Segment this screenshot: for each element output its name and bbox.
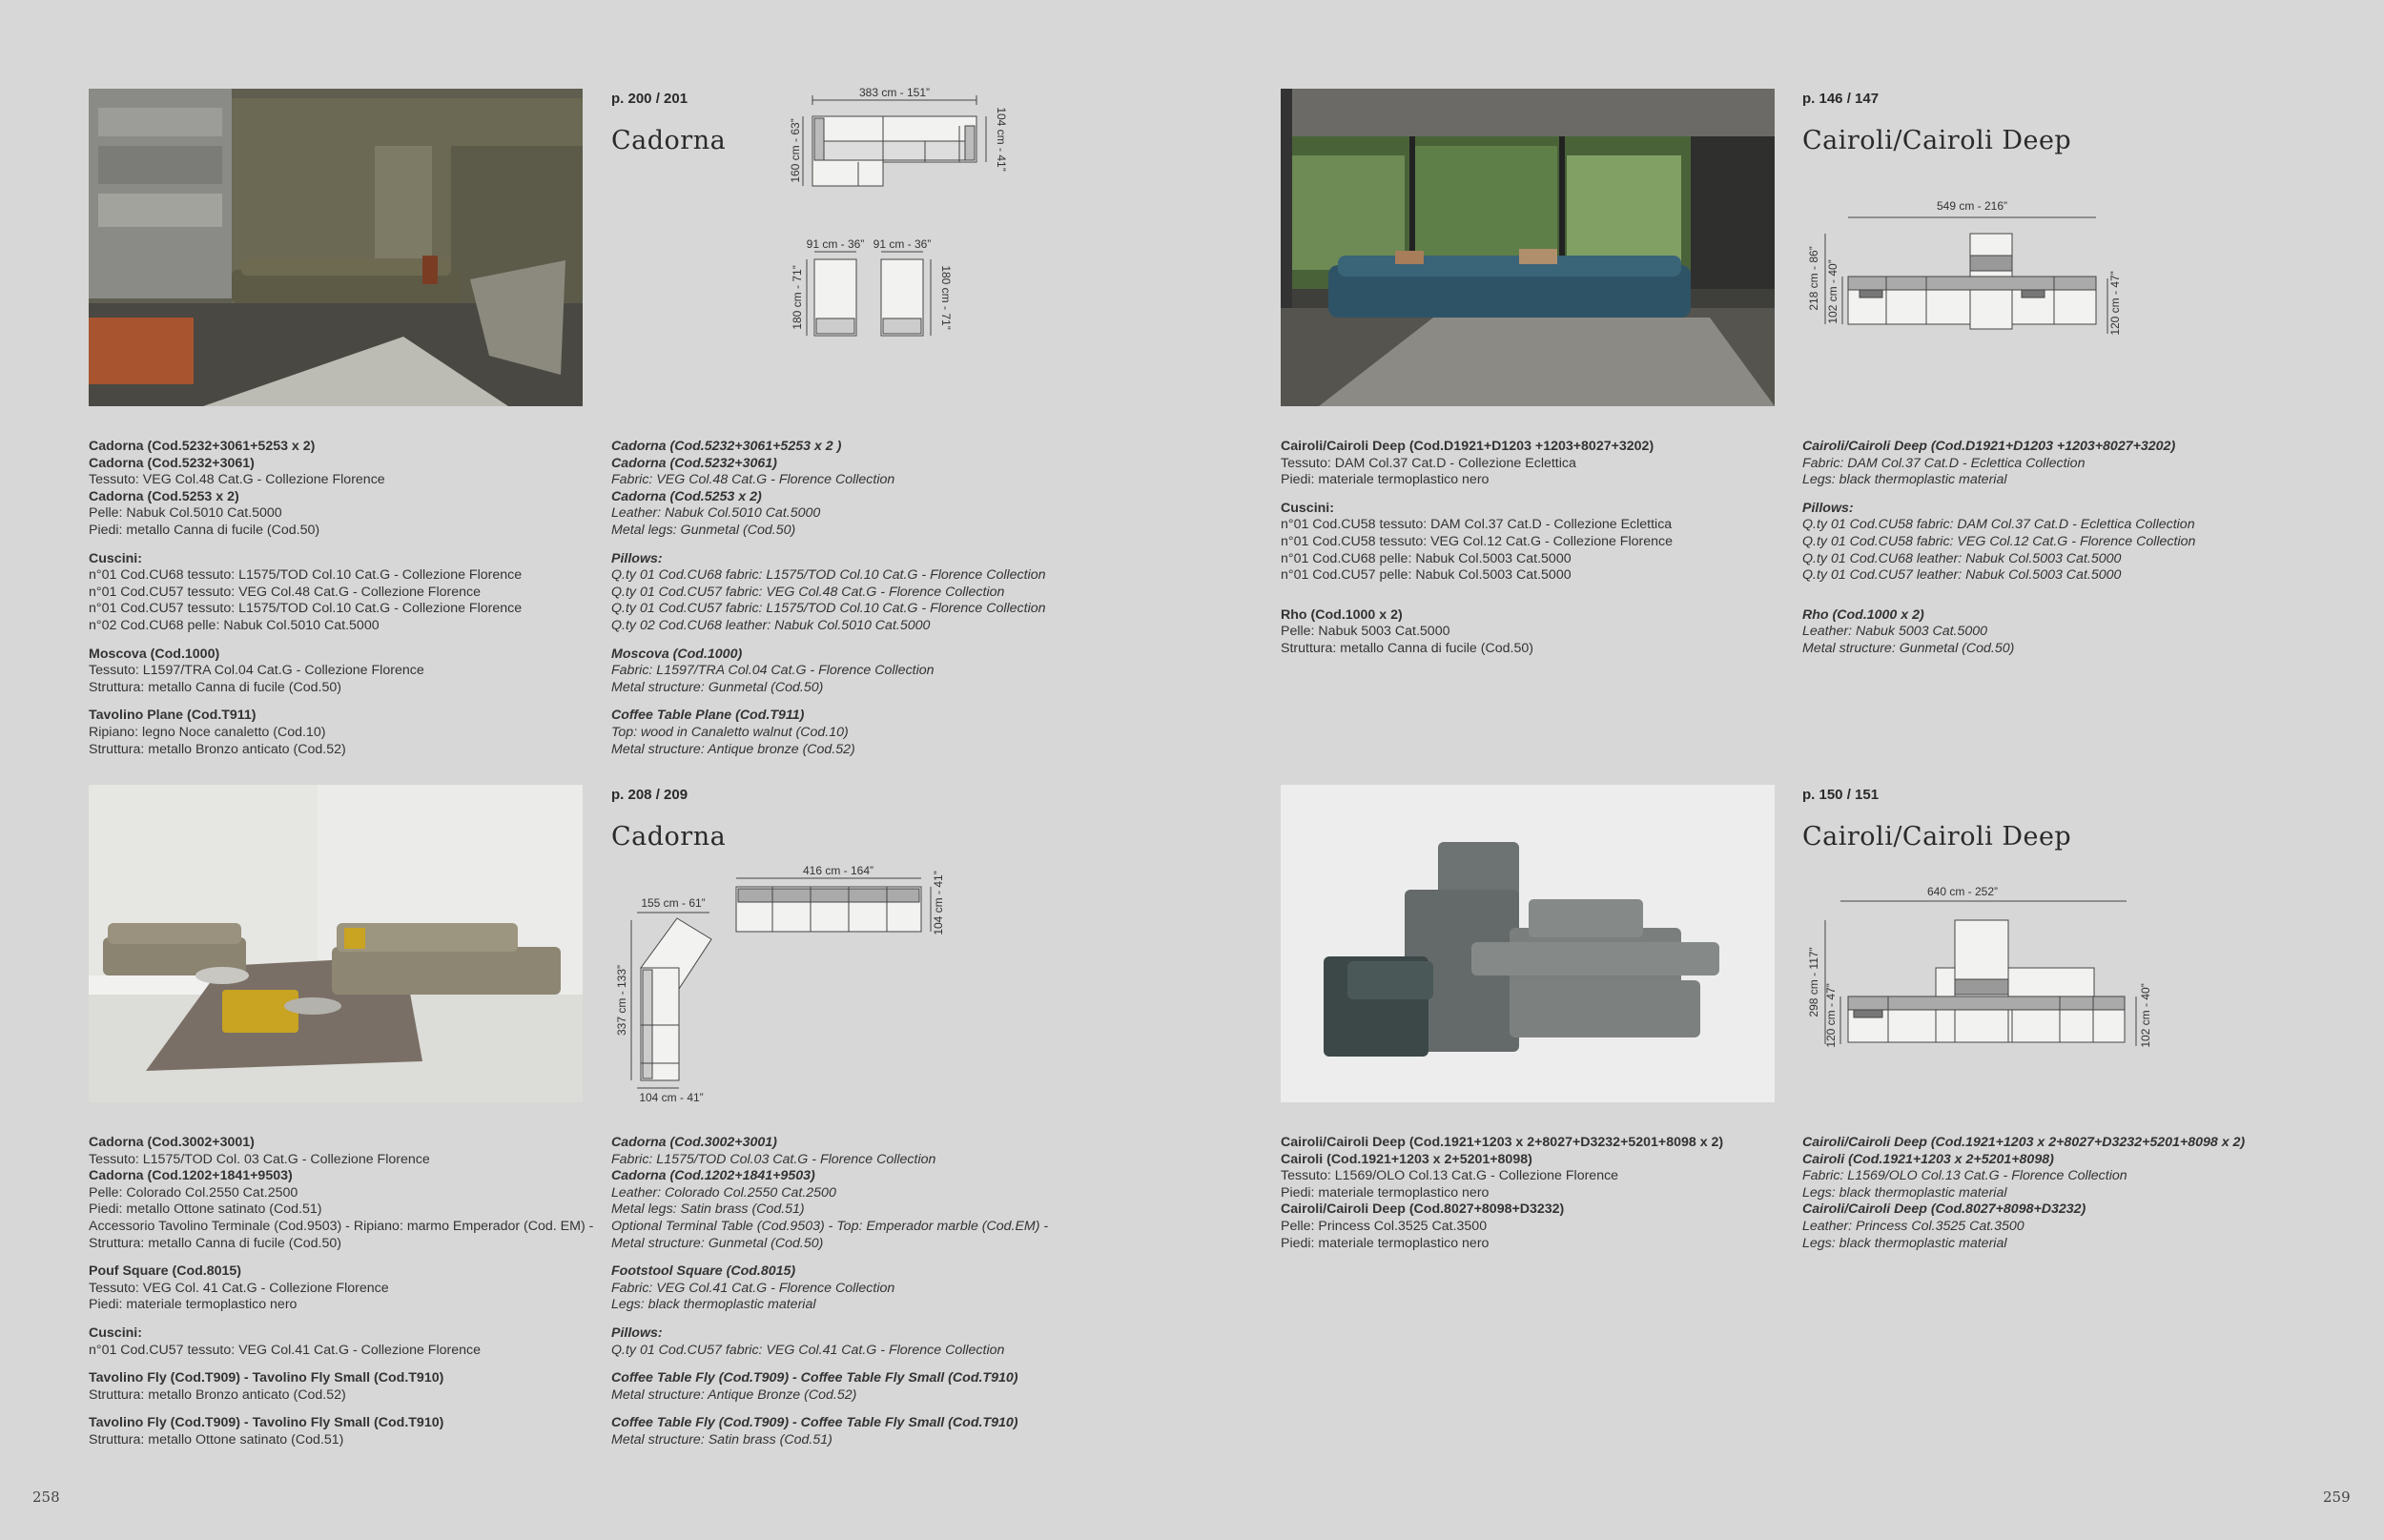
spec-line: n°02 Cod.CU68 pelle: Nabuk Col.5010 Cat.5000 bbox=[89, 617, 380, 633]
spec-line: Tessuto: L1597/TRA Col.04 Cat.G - Collezione Florence bbox=[89, 663, 424, 679]
spec-gap bbox=[611, 696, 1126, 708]
spec-heading: Cairoli/Cairoli Deep (Cod.8027+8098+D3232) bbox=[1802, 1201, 2086, 1218]
dim-inner-height: 120 cm - 47” bbox=[1824, 983, 1838, 1048]
spec-line: Ripiano: legno Noce canaletto (Cod.10) bbox=[89, 724, 326, 740]
spec-gap bbox=[1281, 489, 1796, 501]
spec-heading: Cairoli (Cod.1921+1203 x 2+5201+8098) bbox=[1802, 1151, 2054, 1167]
spec-gap bbox=[611, 1404, 1126, 1415]
spec-gap bbox=[611, 1314, 1126, 1325]
spec-line: n°01 Cod.CU57 tessuto: VEG Col.41 Cat.G - Collezione Florence bbox=[89, 1342, 482, 1358]
spec-heading: Cuscini: bbox=[89, 1324, 142, 1341]
dim-right-height: 102 cm - 40” bbox=[2139, 983, 2152, 1048]
specs-english bbox=[1802, 439, 2317, 658]
spec-heading: Coffee Table Fly (Cod.T909) - Coffee Table Fly Small (Cod.T910) bbox=[611, 1415, 1018, 1431]
dim-left-height: 337 cm - 133” bbox=[615, 964, 628, 1037]
spec-line: Legs: black thermoplastic material bbox=[1802, 1184, 2007, 1201]
spec-line: Q.ty 02 Cod.CU68 leather: Nabuk Col.5010 Cat.5000 bbox=[611, 617, 931, 633]
spec-line: Struttura: metallo Bronzo anticato (Cod.52) bbox=[89, 741, 346, 757]
spec-line: Metal structure: Gunmetal (Cod.50) bbox=[611, 679, 824, 695]
page-number-right: 259 bbox=[2323, 1489, 2351, 1506]
specs-italian bbox=[1281, 1135, 1796, 1252]
spec-heading: Tavolino Fly (Cod.T909) - Tavolino Fly Small (Cod.T910) bbox=[89, 1370, 444, 1386]
spec-gap bbox=[611, 1359, 1126, 1370]
spec-line: Leather: Nabuk Col.5010 Cat.5000 bbox=[611, 505, 821, 522]
spec-line: Leather: Princess Col.3525 Cat.3500 bbox=[1802, 1218, 2024, 1234]
dim-right-height: 120 cm - 47” bbox=[2108, 271, 2122, 336]
spec-line: Q.ty 01 Cod.CU68 fabric: L1575/TOD Col.10 Cat.G - Florence Collection bbox=[611, 567, 1046, 584]
page-reference: p. 200 / 201 bbox=[611, 91, 688, 107]
spec-line: Piedi: materiale termoplastico nero bbox=[1281, 472, 1490, 488]
spec-line: Piedi: materiale termoplastico nero bbox=[1281, 1235, 1490, 1251]
specs-english bbox=[611, 439, 1126, 758]
spec-gap bbox=[1802, 596, 2317, 607]
spec-line: Fabric: DAM Col.37 Cat.D - Eclettica Collection bbox=[1802, 455, 2086, 471]
spec-line: Legs: black thermoplastic material bbox=[611, 1297, 816, 1313]
product-title: Cadorna bbox=[611, 126, 727, 155]
spec-line: Struttura: metallo Canna di fucile (Cod.50) bbox=[1281, 640, 1533, 656]
specs-english bbox=[611, 1135, 1126, 1449]
dim-outer-height: 218 cm - 86” bbox=[1807, 246, 1820, 311]
page-reference: p. 150 / 151 bbox=[1802, 787, 1880, 803]
spec-line: Metal structure: Antique Bronze (Cod.52) bbox=[611, 1386, 857, 1403]
spec-heading: Pillows: bbox=[1802, 500, 1854, 516]
spec-gap bbox=[1802, 585, 2317, 596]
spec-heading: Cadorna (Cod.1202+1841+9503) bbox=[611, 1168, 815, 1184]
spec-heading: Cadorna (Cod.3002+3001) bbox=[611, 1135, 777, 1150]
spec-heading: Cadorna (Cod.5232+3061+5253 x 2 ) bbox=[611, 439, 842, 454]
spec-line: Pelle: Nabuk 5003 Cat.5000 bbox=[1281, 624, 1450, 640]
spec-heading: Cadorna (Cod.5232+3061+5253 x 2) bbox=[89, 439, 316, 454]
spec-heading: Cadorna (Cod.3002+3001) bbox=[89, 1135, 255, 1150]
spec-line: Metal structure: Satin brass (Cod.51) bbox=[611, 1431, 832, 1448]
spec-gap bbox=[89, 1359, 604, 1370]
spec-line: n°01 Cod.CU68 pelle: Nabuk Col.5003 Cat.5000 bbox=[1281, 550, 1572, 566]
spec-heading: Moscova (Cod.1000) bbox=[611, 646, 743, 662]
specs-italian bbox=[89, 439, 604, 758]
product-photo-cadorna-white-room bbox=[89, 785, 583, 1102]
spec-line: Tessuto: L1575/TOD Col. 03 Cat.G - Collezione Florence bbox=[89, 1151, 430, 1167]
spec-line: Struttura: metallo Canna di fucile (Cod.50) bbox=[89, 679, 341, 695]
spec-heading: Cadorna (Cod.5253 x 2) bbox=[89, 488, 239, 504]
dim-corner-width: 155 cm - 61” bbox=[641, 896, 706, 910]
product-title: Cairoli/Cairoli Deep bbox=[1802, 126, 2072, 155]
product-title: Cadorna bbox=[611, 822, 727, 852]
product-photo-cadorna-living-room bbox=[89, 89, 583, 406]
spec-heading: Cadorna (Cod.5232+3061) bbox=[89, 455, 255, 471]
dim-module-a-width: 91 cm - 36” bbox=[806, 237, 865, 251]
product-photo-cairoli-grey-sofa bbox=[1281, 785, 1775, 1102]
spec-line: Q.ty 01 Cod.CU68 leather: Nabuk Col.5003 Cat.5000 bbox=[1802, 550, 2122, 566]
spec-line: Q.ty 01 Cod.CU57 fabric: VEG Col.48 Cat.G - Florence Collection bbox=[611, 584, 1005, 600]
spec-gap bbox=[89, 1314, 604, 1325]
spec-heading: Cadorna (Cod.5232+3061) bbox=[611, 455, 777, 471]
dim-bottom-width: 104 cm - 41” bbox=[639, 1091, 704, 1104]
spec-line: Fabric: VEG Col.48 Cat.G - Florence Collection bbox=[611, 472, 895, 488]
spec-line: Metal legs: Satin brass (Cod.51) bbox=[611, 1201, 805, 1218]
spec-gap bbox=[89, 540, 604, 551]
dim-module-b-width: 91 cm - 36” bbox=[873, 237, 932, 251]
spec-line: Metal structure: Gunmetal (Cod.50) bbox=[611, 1235, 824, 1251]
spec-line: Optional Terminal Table (Cod.9503) - Top: Emperador marble (Cod.EM) - bbox=[611, 1218, 1049, 1234]
spec-line: Legs: black thermoplastic material bbox=[1802, 472, 2007, 488]
spec-line: Pelle: Princess Col.3525 Cat.3500 bbox=[1281, 1218, 1488, 1234]
page-number-left: 258 bbox=[32, 1489, 60, 1506]
spec-heading: Cuscini: bbox=[89, 550, 142, 566]
page-reference: p. 208 / 209 bbox=[611, 787, 688, 803]
spec-heading: Rho (Cod.1000 x 2) bbox=[1802, 606, 1924, 623]
spec-line: Tessuto: VEG Col.48 Cat.G - Collezione Florence bbox=[89, 472, 385, 488]
spec-line: Piedi: metallo Ottone satinato (Cod.51) bbox=[89, 1201, 322, 1218]
dimension-diagram bbox=[782, 88, 1030, 345]
spec-line: Q.ty 01 Cod.CU57 fabric: L1575/TOD Col.10 Cat.G - Florence Collection bbox=[611, 601, 1046, 617]
specs-english bbox=[1802, 1135, 2317, 1252]
spec-gap bbox=[89, 696, 604, 708]
spec-line: n°01 Cod.CU57 pelle: Nabuk Col.5003 Cat.5000 bbox=[1281, 567, 1572, 584]
spec-gap bbox=[1802, 489, 2317, 501]
spec-heading: Cairoli/Cairoli Deep (Cod.1921+1203 x 2+8027+D3232+5201+8098 x 2) bbox=[1802, 1135, 2246, 1150]
spec-line: Piedi: metallo Canna di fucile (Cod.50) bbox=[89, 522, 320, 538]
spec-gap bbox=[611, 635, 1126, 647]
spec-gap bbox=[611, 540, 1126, 551]
spec-heading: Footstool Square (Cod.8015) bbox=[611, 1263, 796, 1280]
spec-line: n°01 Cod.CU58 tessuto: VEG Col.12 Cat.G - Collezione Florence bbox=[1281, 533, 1674, 549]
spec-line: Pelle: Colorado Col.2550 Cat.2500 bbox=[89, 1184, 298, 1201]
spec-line: Tessuto: DAM Col.37 Cat.D - Collezione Eclettica bbox=[1281, 455, 1576, 471]
spec-heading: Pillows: bbox=[611, 1324, 663, 1341]
dim-right-height: 104 cm - 41” bbox=[995, 107, 1008, 172]
specs-italian bbox=[1281, 439, 1796, 658]
dim-right-height: 104 cm - 41” bbox=[932, 871, 945, 935]
dim-inner-height: 102 cm - 40” bbox=[1826, 259, 1839, 324]
spec-gap bbox=[89, 1404, 604, 1415]
spec-heading: Tavolino Plane (Cod.T911) bbox=[89, 708, 257, 724]
spec-gap bbox=[1281, 596, 1796, 607]
spec-gap bbox=[89, 635, 604, 647]
spec-gap bbox=[1281, 585, 1796, 596]
page-reference: p. 146 / 147 bbox=[1802, 91, 1880, 107]
spec-line: Accessorio Tavolino Terminale (Cod.9503) - Ripiano: marmo Emperador (Cod. EM) - Struttura: metallo Canna di fucile (Cod.50) bbox=[89, 1218, 594, 1251]
dim-top-width: 549 cm - 216” bbox=[1936, 199, 2008, 213]
spec-line: Leather: Nabuk 5003 Cat.5000 bbox=[1802, 624, 1988, 640]
spec-line: n°01 Cod.CU57 tessuto: L1575/TOD Col.10 Cat.G - Collezione Florence bbox=[89, 601, 523, 617]
spec-line: Fabric: L1597/TRA Col.04 Cat.G - Florence Collection bbox=[611, 663, 935, 679]
spec-heading: Cairoli/Cairoli Deep (Cod.8027+8098+D3232) bbox=[1281, 1201, 1565, 1218]
dim-module-a-height: 180 cm - 71” bbox=[791, 265, 804, 330]
spec-line: Fabric: VEG Col.41 Cat.G - Florence Collection bbox=[611, 1280, 895, 1296]
spec-line: Q.ty 01 Cod.CU57 fabric: VEG Col.41 Cat.G - Florence Collection bbox=[611, 1342, 1005, 1358]
spec-line: Fabric: L1575/TOD Col.03 Cat.G - Florence Collection bbox=[611, 1151, 936, 1167]
spec-heading: Cairoli/Cairoli Deep (Cod.D1921+D1203 +1203+8027+3202) bbox=[1802, 439, 2176, 454]
spec-line: Piedi: materiale termoplastico nero bbox=[89, 1297, 298, 1313]
spec-heading: Tavolino Fly (Cod.T909) - Tavolino Fly Small (Cod.T910) bbox=[89, 1415, 444, 1431]
dim-top-width: 383 cm - 151” bbox=[858, 86, 931, 99]
spec-line: Metal structure: Gunmetal (Cod.50) bbox=[1802, 640, 2015, 656]
dim-outer-height: 298 cm - 117” bbox=[1807, 947, 1820, 1017]
spec-heading: Cadorna (Cod.5253 x 2) bbox=[611, 488, 762, 504]
product-title: Cairoli/Cairoli Deep bbox=[1802, 822, 2072, 852]
spec-heading: Cairoli/Cairoli Deep (Cod.1921+1203 x 2+8027+D3232+5201+8098 x 2) bbox=[1281, 1135, 1724, 1150]
spec-gap bbox=[611, 1252, 1126, 1263]
spec-line: Fabric: L1569/OLO Col.13 Cat.G - Florence Collection bbox=[1802, 1168, 2127, 1184]
dimension-diagram bbox=[610, 863, 963, 1111]
spec-line: Q.ty 01 Cod.CU57 leather: Nabuk Col.5003 Cat.5000 bbox=[1802, 567, 2122, 584]
spec-line: Top: wood in Canaletto walnut (Cod.10) bbox=[611, 724, 849, 740]
spec-heading: Rho (Cod.1000 x 2) bbox=[1281, 606, 1403, 623]
spec-line: Leather: Colorado Col.2550 Cat.2500 bbox=[611, 1184, 836, 1201]
spec-heading: Coffee Table Fly (Cod.T909) - Coffee Table Fly Small (Cod.T910) bbox=[611, 1370, 1018, 1386]
spec-line: n°01 Cod.CU58 tessuto: DAM Col.37 Cat.D - Collezione Eclettica bbox=[1281, 517, 1673, 533]
spec-line: n°01 Cod.CU68 tessuto: L1575/TOD Col.10 Cat.G - Collezione Florence bbox=[89, 567, 523, 584]
spec-heading: Coffee Table Plane (Cod.T911) bbox=[611, 708, 805, 724]
spec-line: Legs: black thermoplastic material bbox=[1802, 1235, 2007, 1251]
spec-line: Struttura: metallo Ottone satinato (Cod.51) bbox=[89, 1431, 344, 1448]
spec-line: Tessuto: L1569/OLO Col.13 Cat.G - Collezione Florence bbox=[1281, 1168, 1619, 1184]
specs-italian bbox=[89, 1135, 604, 1449]
spec-line: Tessuto: VEG Col. 41 Cat.G - Collezione Florence bbox=[89, 1280, 389, 1296]
spec-heading: Cadorna (Cod.1202+1841+9503) bbox=[89, 1168, 293, 1184]
spec-line: Q.ty 01 Cod.CU58 fabric: VEG Col.12 Cat.G - Florence Collection bbox=[1802, 533, 2196, 549]
dim-top-width: 416 cm - 164” bbox=[802, 864, 874, 877]
spec-heading: Pouf Square (Cod.8015) bbox=[89, 1263, 242, 1280]
dim-module-b-height: 180 cm - 71” bbox=[939, 265, 953, 330]
spec-line: Struttura: metallo Bronzo anticato (Cod.52) bbox=[89, 1386, 346, 1403]
spec-line: Q.ty 01 Cod.CU58 fabric: DAM Col.37 Cat.D - Eclettica Collection bbox=[1802, 517, 2195, 533]
spec-line: n°01 Cod.CU57 tessuto: VEG Col.48 Cat.G - Collezione Florence bbox=[89, 584, 482, 600]
spec-line: Piedi: materiale termoplastico nero bbox=[1281, 1184, 1490, 1201]
dim-left-height: 160 cm - 63” bbox=[789, 118, 802, 183]
spec-line: Pelle: Nabuk Col.5010 Cat.5000 bbox=[89, 505, 282, 522]
spec-line: Metal legs: Gunmetal (Cod.50) bbox=[611, 522, 796, 538]
spec-heading: Moscova (Cod.1000) bbox=[89, 646, 220, 662]
spec-heading: Cairoli/Cairoli Deep (Cod.D1921+D1203 +1203+8027+3202) bbox=[1281, 439, 1654, 454]
dim-top-width: 640 cm - 252” bbox=[1926, 885, 1999, 898]
spec-heading: Cairoli (Cod.1921+1203 x 2+5201+8098) bbox=[1281, 1151, 1532, 1167]
spec-line: Metal structure: Antique bronze (Cod.52) bbox=[611, 741, 855, 757]
spec-heading: Cuscini: bbox=[1281, 500, 1334, 516]
spec-heading: Pillows: bbox=[611, 550, 663, 566]
product-photo-cairoli-blue-sofa bbox=[1281, 89, 1775, 406]
dimension-diagram bbox=[1802, 191, 2127, 343]
spec-gap bbox=[89, 1252, 604, 1263]
dimension-diagram bbox=[1802, 882, 2152, 1054]
